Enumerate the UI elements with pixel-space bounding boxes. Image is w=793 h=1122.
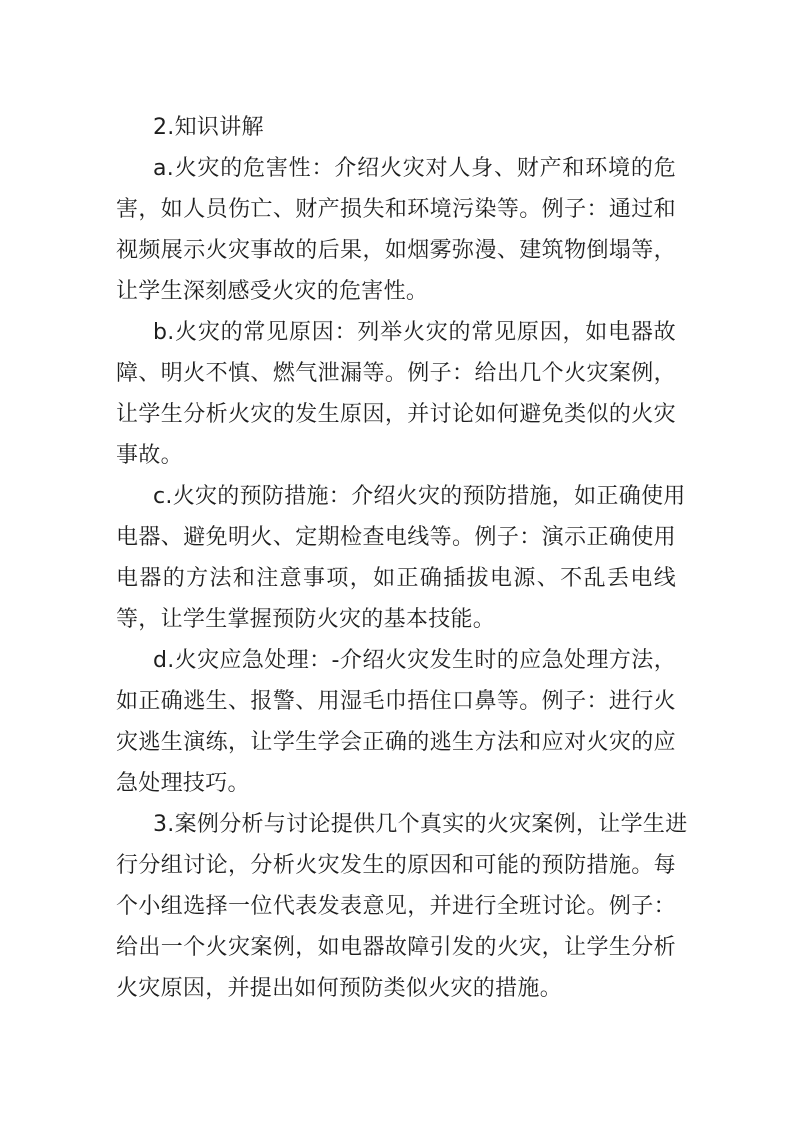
text-line: 等，让学生掌握预防火灾的基本技能。: [116, 607, 496, 632]
paragraph-a-fire-hazards: [116, 148, 676, 312]
paragraph-b-fire-causes: [116, 312, 676, 476]
text-line: c.火灾的预防措施：介绍火灾的预防措施，如正确使用: [153, 484, 686, 509]
text-line: 障、明火不慎、燃气泄漏等。例子：给出几个火灾案例，: [116, 361, 676, 386]
text-line: 电器、避免明火、定期检查电线等。例子：演示正确使用: [116, 525, 676, 550]
paragraph-c-fire-prevention: [116, 476, 686, 640]
text-line: 电器的方法和注意事项，如正确插拔电源、不乱丢电线: [116, 566, 676, 591]
text-line: 让学生分析火灾的发生原因，并讨论如何避免类似的火灾: [116, 402, 676, 427]
text-line: 事故。: [116, 443, 183, 468]
paragraph-3-case-analysis: [116, 804, 688, 1009]
paragraph-d-fire-emergency: [116, 640, 676, 804]
document-body: [116, 107, 688, 1009]
text-line: 3.案例分析与讨论提供几个真实的火灾案例，让学生进: [153, 812, 688, 837]
text-line: a.火灾的危害性：介绍火灾对人身、财产和环境的危: [153, 156, 676, 181]
text-line: 如正确逃生、报警、用湿毛巾捂住口鼻等。例子：进行火: [116, 689, 676, 714]
text-line: 行分组讨论，分析火灾发生的原因和可能的预防措施。每: [116, 853, 676, 878]
text-line: 害，如人员伤亡、财产损失和环境污染等。例子：通过和: [116, 197, 676, 222]
text-line: b.火灾的常见原因：列举火灾的常见原因，如电器故: [153, 320, 676, 345]
text-line: 个小组选择一位代表发表意见，并进行全班讨论。例子：: [116, 894, 676, 919]
text-line: 视频展示火灾事故的后果，如烟雾弥漫、建筑物倒塌等，: [116, 238, 676, 263]
section-2-heading: [116, 107, 676, 148]
text-line: 2.知识讲解: [153, 115, 264, 140]
text-line: 灾逃生演练，让学生学会正确的逃生方法和应对火灾的应: [116, 730, 676, 755]
text-line: 给出一个火灾案例，如电器故障引发的火灾，让学生分析: [116, 935, 676, 960]
text-line: 急处理技巧。: [116, 771, 250, 796]
text-line: 让学生深刻感受火灾的危害性。: [116, 279, 429, 304]
text-line: 火灾原因，并提出如何预防类似火灾的措施。: [116, 976, 563, 1001]
text-line: d.火灾应急处理：-介绍火灾发生时的应急处理方法，: [153, 648, 676, 673]
